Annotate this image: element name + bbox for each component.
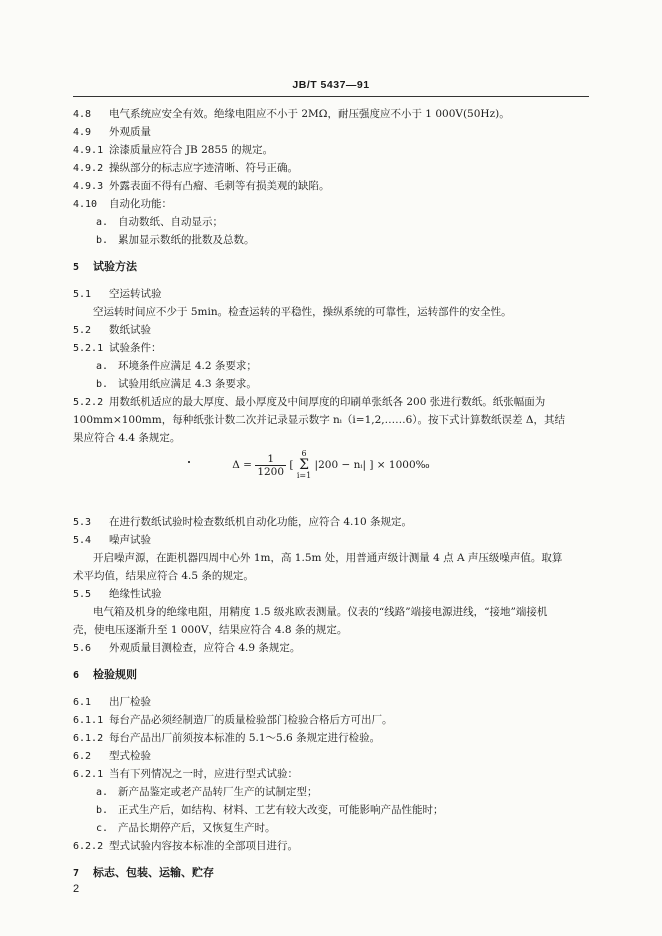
clause-text: 电气系统应安全有效。绝缘电阻应不小于 2MΩ，耐压强度应不小于 1 000V(50Hz)。 [109, 108, 510, 120]
clause-text: 绝缘性试验 [109, 588, 162, 600]
text-line-l493 [73, 179, 330, 194]
text-line-l410 [73, 197, 172, 212]
clause-number: 6.2 [73, 751, 92, 762]
text-line-l51 [73, 287, 162, 302]
text-line-l522c [73, 431, 180, 445]
clause-text: 空运转试验 [109, 288, 162, 300]
clause-text: 当有下列情况之一时，应进行型式试验： [109, 768, 298, 780]
clause-text: 环境条件应满足 4.2 条要求； [118, 360, 257, 372]
clause-number: a. [96, 217, 109, 228]
clause-text: 出厂检验 [109, 696, 151, 708]
text-line-l56 [73, 641, 300, 656]
clause-number: 6 [73, 670, 80, 681]
clause-number: 5.1 [73, 289, 92, 300]
clause-number: 6.1.2 [73, 733, 104, 744]
page-number: 2 [73, 883, 80, 895]
clause-text: 术平均值，结果应符合 4.5 条的规定。 [73, 570, 254, 582]
formula-body: |200 − nᵢ| ] × 1000‰ [314, 459, 430, 471]
clause-text: 涂漆质量应符合 JB 2855 的规定。 [109, 144, 274, 156]
formula-denominator: 1200 [257, 465, 285, 478]
text-line-l621 [73, 767, 298, 782]
clause-text: 操纵部分的标志应字迹清晰、符号正确。 [109, 162, 298, 174]
text-line-l53 [73, 515, 412, 530]
clause-text: 电气箱及机身的绝缘电阻，用精度 1.5 级兆欧表测量。仪表的“线路”端接电源进线，“接地”端接机 [93, 606, 548, 618]
text-line-l61 [73, 695, 151, 710]
text-line-l622 [73, 839, 298, 854]
clause-text: 在进行数纸试验时检查数纸机自动化功能，应符合 4.10 条规定。 [109, 516, 413, 528]
clause-text: 自动数纸、自动显示； [118, 216, 223, 228]
text-line-l55t [93, 605, 547, 619]
clause-number: c. [96, 823, 109, 834]
clause-text: 外观质量目测检查，应符合 4.9 条规定。 [109, 642, 301, 654]
text-line-l521 [73, 341, 162, 356]
text-line-l522b [73, 413, 565, 427]
clause-text: 每台产品必须经制造厂的质量检验部门检验合格后方可出厂。 [109, 714, 393, 726]
clause-text: 标志、包装、运输、贮存 [93, 866, 214, 879]
clause-number: 5.3 [73, 517, 92, 528]
clause-text: 外露表面不得有凸瘤、毛刺等有损美观的缺陷。 [109, 180, 330, 192]
clause-text: 空运转时间应不少于 5min。检查运转的平稳性，操纵系统的可靠性，运转部件的安全性。 [93, 306, 512, 318]
clause-number: a. [96, 361, 109, 372]
header-rule [73, 96, 589, 97]
clause-number: 5.5 [73, 589, 92, 600]
clause-number: 5.2.1 [73, 343, 104, 354]
text-line-l612 [73, 731, 380, 746]
clause-number: 5.6 [73, 643, 92, 654]
clause-number: 5.4 [73, 535, 92, 546]
standard-header: JB/T 5437—91 [292, 79, 370, 91]
text-line-l621a [96, 785, 318, 800]
formula-numerator: 1 [267, 452, 275, 465]
clause-text: 用数纸机适应的最大厚度、最小厚度及中间厚度的印刷单张纸各 200 张进行数纸。纸张幅面为 [109, 396, 546, 408]
formula-bracket: [ [289, 459, 294, 471]
clause-text: 开启噪声源，在距机器四周中心外 1m，高 1.5m 处，用普通声级计测量 4 点 A 声压级噪声值。取算 [93, 552, 563, 564]
error-formula [0, 450, 662, 480]
text-line-l621b [96, 803, 444, 818]
text-line-l54 [73, 533, 151, 548]
clause-text: 每台产品出厂前须按本标准的 5.1～5.6 条规定进行检验。 [109, 732, 381, 744]
clause-number: 6.2.1 [73, 769, 104, 780]
clause-text: 型式试验内容按本标准的全部项目进行。 [109, 840, 298, 852]
clause-text: 果应符合 4.4 条规定。 [73, 432, 181, 444]
clause-text: 数纸试验 [109, 324, 151, 336]
clause-number: 5.2 [73, 325, 92, 336]
clause-number: b. [96, 235, 109, 246]
clause-text: 型式检验 [109, 750, 151, 762]
sigma-top: 6 [301, 449, 307, 458]
clause-number: 4.8 [73, 109, 92, 120]
clause-number: 5.2.2 [73, 397, 104, 408]
text-line-l55 [73, 587, 162, 602]
sigma-symbol: Σ [299, 457, 309, 473]
text-line-l410a [96, 215, 223, 230]
clause-text: 正式生产后，如结构、材料、工艺有较大改变，可能影响产品性能时； [118, 804, 444, 816]
clause-text: 产品长期停产后，又恢复生产时。 [118, 822, 276, 834]
text-line-l491 [73, 143, 273, 158]
clause-text: 试验方法 [93, 260, 137, 273]
text-line-l55t2 [73, 623, 347, 637]
clause-number: 6.1.1 [73, 715, 104, 726]
text-line-l410b [96, 233, 255, 248]
text-line-l521a [96, 359, 257, 374]
text-line-s6 [73, 668, 137, 683]
text-line-l49 [73, 125, 151, 140]
formula-lhs: Δ = [232, 459, 252, 471]
text-line-l492 [73, 161, 298, 176]
text-line-s5 [73, 260, 137, 275]
clause-text: 外观质量 [109, 126, 151, 138]
clause-number: 6.1 [73, 697, 92, 708]
text-line-l51t [93, 305, 512, 319]
clause-number: 4.9 [73, 127, 92, 138]
clause-number: 4.10 [73, 199, 98, 210]
text-line-l54t2 [73, 569, 254, 583]
clause-text: 累加显示数纸的批数及总数。 [118, 234, 255, 246]
text-line-l48 [73, 107, 510, 122]
text-line-l52 [73, 323, 151, 338]
clause-number: 6.2.2 [73, 841, 104, 852]
sigma-bottom: i=1 [296, 471, 312, 480]
clause-number: 5 [73, 262, 80, 273]
clause-text: 噪声试验 [109, 534, 151, 546]
text-line-l522 [73, 395, 545, 410]
text-line-s7 [73, 866, 214, 881]
clause-number: 4.9.3 [73, 181, 104, 192]
clause-number: 7 [73, 868, 80, 879]
clause-number: b. [96, 379, 109, 390]
clause-text: 100mm×100mm，每种纸张计数二次并记录显示数字 nᵢ（i=1,2,……6）。按下式计算数纸误差 Δ，其结 [73, 414, 565, 426]
clause-text: 新产品鉴定或老产品转厂生产的试制定型； [118, 786, 318, 798]
text-line-l621c [96, 821, 276, 836]
clause-text: 试验用纸应满足 4.3 条要求。 [118, 378, 257, 390]
formula-fraction [255, 453, 286, 478]
clause-number: b. [96, 805, 109, 816]
text-line-l54t [93, 551, 562, 565]
text-line-l521b [96, 377, 257, 392]
text-line-l611 [73, 713, 393, 728]
clause-text: 自动化功能： [109, 198, 172, 210]
text-line-l62 [73, 749, 151, 764]
clause-text: 检验规则 [93, 668, 137, 681]
clause-number: 4.9.2 [73, 163, 104, 174]
clause-text: 壳，使电压逐渐升至 1 000V，结果应符合 4.8 条的规定。 [73, 624, 348, 636]
clause-number: a. [96, 787, 109, 798]
clause-number: 4.9.1 [73, 145, 104, 156]
formula-sigma [297, 450, 311, 480]
clause-text: 试验条件： [109, 342, 162, 354]
